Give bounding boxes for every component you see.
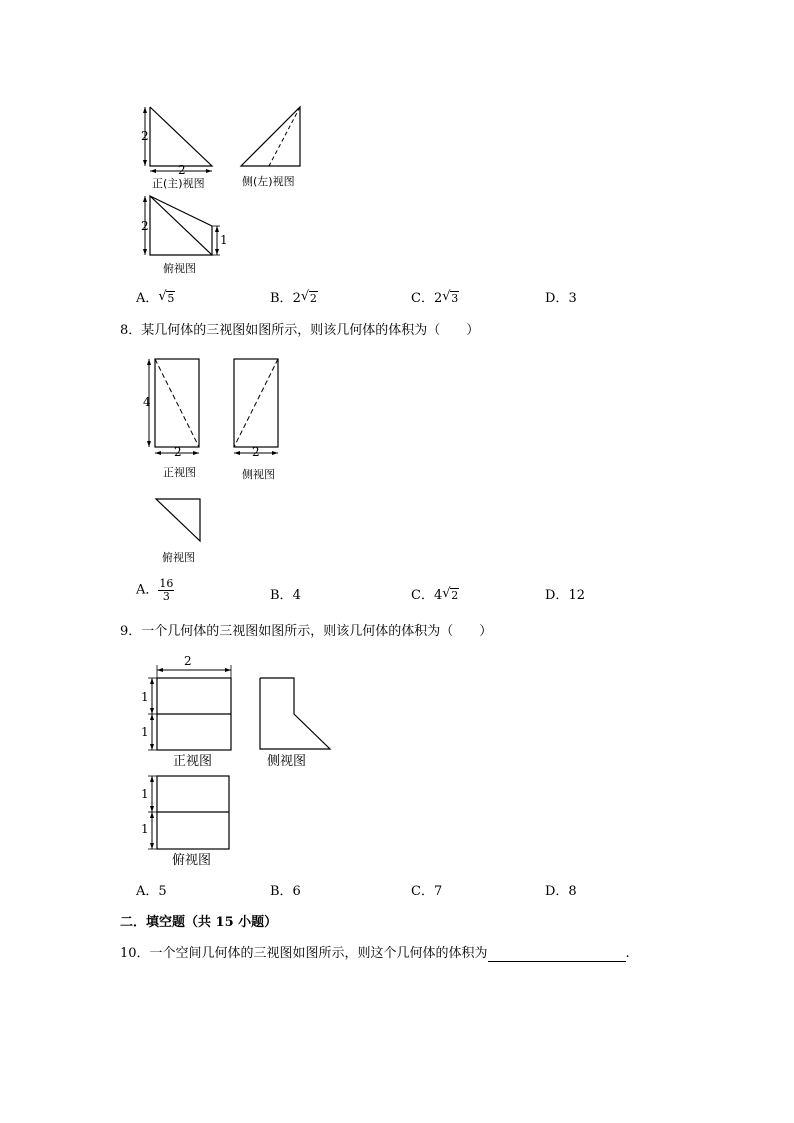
sqrt-symbol: √ 2 xyxy=(302,291,318,307)
q10-stem-row xyxy=(120,946,630,962)
q9-option-a[interactable]: A．5 xyxy=(136,884,167,899)
q9-top-caption: 俯视图 xyxy=(172,853,212,868)
q8-option-a[interactable]: A． $\frac{16}{3}$ xyxy=(136,577,174,603)
q7-option-b[interactable]: B．2√ 2 xyxy=(270,291,318,307)
q9-front-h2-label: 1 xyxy=(141,725,149,739)
q7-front-caption: 正(主)视图 xyxy=(152,177,205,190)
q9-top-view xyxy=(135,773,235,853)
q7-top-caption: 俯视图 xyxy=(163,262,196,275)
q7-top-view xyxy=(140,193,230,263)
q9-option-c[interactable]: C．7 xyxy=(411,884,443,899)
q8-stem: 8．某几何体的三视图如图所示，则该几何体的体积为（ ） xyxy=(120,323,480,338)
answer-blank[interactable] xyxy=(488,949,626,962)
q8-top-view xyxy=(154,496,204,546)
q9-option-b[interactable]: B．6 xyxy=(270,884,301,899)
q8-option-c[interactable]: C．4√ 2 xyxy=(411,588,459,604)
sqrt-symbol: √ 5 xyxy=(159,291,175,307)
q7-front-width-label: 2 xyxy=(178,163,186,177)
q7-option-d[interactable]: D．3 xyxy=(545,291,577,306)
section-heading: 二．填空题（共 15 小题） xyxy=(120,915,278,930)
q7-option-c[interactable]: C．2√ 3 xyxy=(411,291,459,307)
q9-front-view xyxy=(135,660,235,750)
q7-option-a[interactable]: A．√ 5 xyxy=(136,291,175,307)
q9-top-h1-label: 1 xyxy=(141,787,149,801)
q8-front-height-label: 4 xyxy=(143,395,151,409)
q7-side-view xyxy=(238,104,308,174)
q9-front-caption: 正视图 xyxy=(173,754,213,769)
sqrt-symbol: √ 3 xyxy=(443,291,459,307)
q9-side-caption: 侧视图 xyxy=(267,754,307,769)
q8-top-caption: 俯视图 xyxy=(162,551,195,564)
q8-side-view xyxy=(230,356,290,466)
q8-side-caption: 侧视图 xyxy=(242,468,275,481)
q9-side-view xyxy=(256,674,336,754)
q8-front-width-label: 2 xyxy=(174,445,182,459)
q7-top-right-label: 1 xyxy=(220,233,228,247)
q8-side-width-label: 2 xyxy=(252,445,260,459)
q9-stem: 9．一个几何体的三视图如图所示，则该几何体的体积为（ ） xyxy=(120,624,493,639)
fraction: $\frac{16}{3}$ xyxy=(159,577,174,603)
q8-option-d[interactable]: D．12 xyxy=(545,588,585,603)
q7-front-height-label: 2 xyxy=(141,129,149,143)
q9-front-h1-label: 1 xyxy=(141,690,149,704)
q9-option-d[interactable]: D．8 xyxy=(545,884,577,899)
q7-side-caption: 侧(左)视图 xyxy=(242,175,295,188)
q10-stem: 10．一个空间几何体的三视图如图所示，则这个几何体的体积为 xyxy=(120,946,488,961)
q9-front-width-label: 2 xyxy=(184,654,192,668)
q7-top-height-label: 2 xyxy=(141,219,149,233)
q9-top-h2-label: 1 xyxy=(141,822,149,836)
q8-option-b[interactable]: B．4 xyxy=(270,588,301,603)
sqrt-symbol: √ 2 xyxy=(443,588,459,604)
q10-end: . xyxy=(625,946,630,961)
q8-front-caption: 正视图 xyxy=(163,466,196,479)
